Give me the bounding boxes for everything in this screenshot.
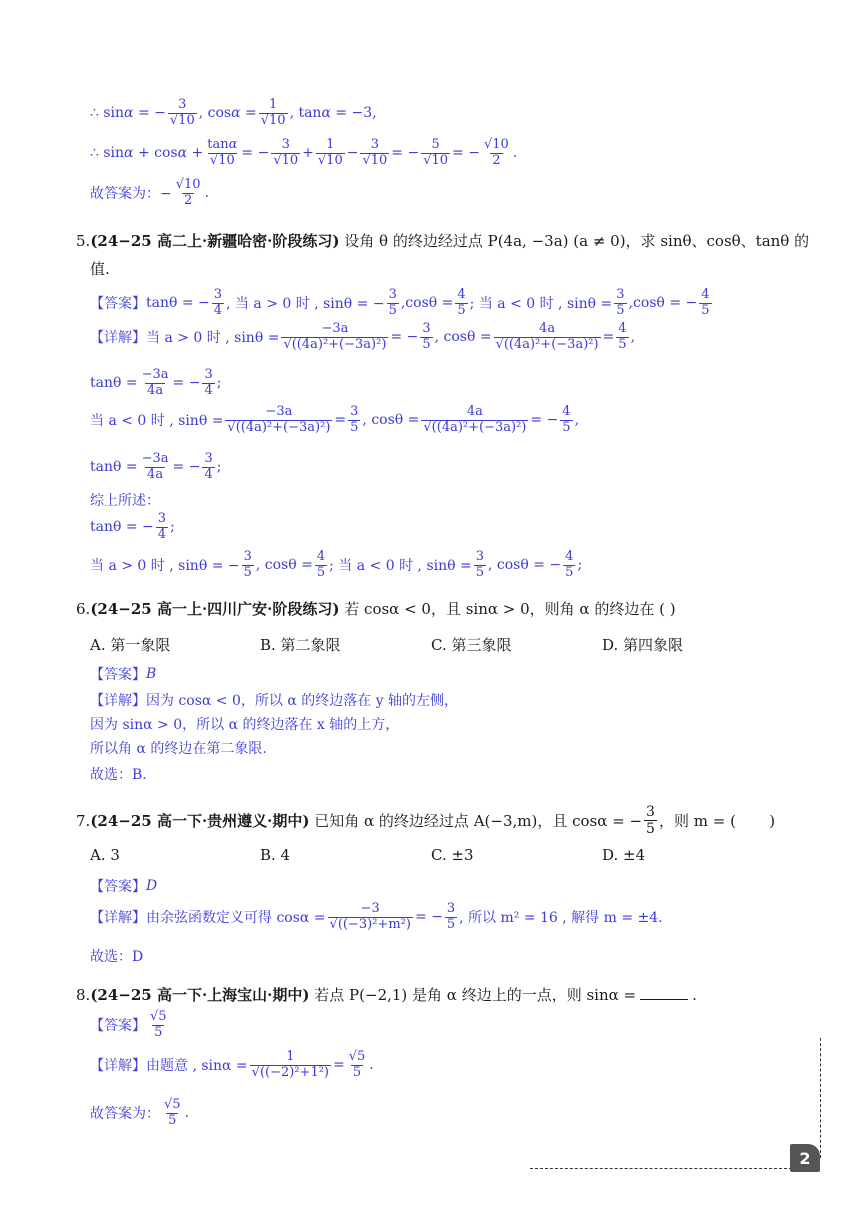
q5-detail-1: 【详解】 当 a > 0 时 , sinθ = $\frac{-3a}{\text{√((4a)²+(−3a)²)}}$ = − $\frac{3}{5}$ , cosθ = $\frac{4a}{\text{√((4a)²+(−3a)²)}}$ = $\frac{4}{5}$ , <box>90 321 636 352</box>
q5-detail-3: 当 a < 0 时 , sinθ = $\frac{-3a}{\text{√((4a)²+(−3a)²)}}$ = $\frac{3}{5}$ , cosθ = $\frac{4a}{\text{√((4a)²+(−3a)²)}}$ = − $\frac{4}{5}$ , <box>90 404 580 435</box>
page-border-vertical <box>820 1038 821 1158</box>
q5-detail-7: 当 a > 0 时 , sinθ = − $\frac{3}{5}$ , cosθ = $\frac{4}{5}$ ; 当 a < 0 时 , sinθ = $\frac{3}{5}$ , cosθ = − $\frac{4}{5}$ ; <box>90 549 583 580</box>
q8-answer: 【答案】 $\frac{√5}{5}$ <box>90 1009 167 1040</box>
q7-stem: 7. (24−25 高一下·贵州遵义·期中) 已知角 α 的终边经过点 A(−3,m)，且 cosα = − $\frac{3}{5}$ ，则 m = ( ) <box>76 804 776 838</box>
q7-option-a[interactable]: A. 3 <box>90 846 120 864</box>
q5-answer: 【答案】 tanθ = − $\frac{3}{4}$ , 当 a > 0 时 , sinθ = − $\frac{3}{5}$ ,cosθ = $\frac{4}{5}$ ; 当 a < 0 时 , sinθ = $\frac{3}{5}$ ,cosθ = − $\frac{4}{5}$ <box>90 287 710 318</box>
q7-option-d[interactable]: D. ±4 <box>602 846 646 864</box>
q5-detail-5: 综上所述： <box>90 493 160 509</box>
q8-blank[interactable] <box>640 999 688 1000</box>
q7-option-b[interactable]: B. 4 <box>260 846 291 864</box>
prev-answer: 故答案为：− $\frac{√10}{2}$ . <box>90 177 210 208</box>
q7-detail-1: 【详解】 由余弦函数定义可得 cosα = $\frac{-3}{\text{√((−3)²+m²)}}$ = − $\frac{3}{5}$ , 所以 m² = 16 , 解得 m = ±4. <box>90 901 663 932</box>
q6-detail-2: 因为 sinα > 0，所以 α 的终边落在 x 轴的上方， <box>90 717 400 733</box>
q8-detail-2: 故答案为： $\frac{√5}{5}$ . <box>90 1097 190 1128</box>
q6-option-d[interactable]: D. 第四象限 <box>602 636 684 654</box>
q5-stem-2: 值. <box>90 260 110 278</box>
page-border-horizontal <box>530 1168 792 1169</box>
q6-detail-1: 【详解】 因为 cosα < 0，所以 α 的终边落在 y 轴的左侧， <box>90 693 459 709</box>
q6-detail-3: 所以角 α 的终边在第二象限. <box>90 741 267 757</box>
q6-answer: 【答案】 B <box>90 666 157 683</box>
q6-option-c[interactable]: C. 第三象限 <box>431 636 512 654</box>
q6-option-b[interactable]: B. 第二象限 <box>260 636 341 654</box>
prev-line-2: ∴ sinα + cosα + $\frac{\tan\alpha}{√10}$ = − $\frac{3}{√10}$ + $\frac{1}{√10}$ − $\frac{3}{√10}$ = − $\frac{5}{√10}$ = − $\frac{√10}{2}$ . <box>90 137 518 168</box>
q5-stem: 5.(24−25 高二上·新疆哈密·阶段练习) 设角 θ 的终边经过点 P(4a, −3a) (a ≠ 0)，求 sinθ、cosθ、tanθ 的 <box>76 232 810 250</box>
q6-detail-4: 故选：B. <box>90 767 147 783</box>
q8-stem: 8.(24−25 高一下·上海宝山·期中) 若点 P(−2,1) 是角 α 终边上的一点，则 sinα = . <box>76 986 697 1004</box>
q6-option-a[interactable]: A. 第一象限 <box>90 636 171 654</box>
prev-line-1: ∴ sinα = − $\frac{3}{√10}$ , cosα = $\frac{1}{√10}$ , tanα = −3, <box>90 97 377 128</box>
q7-answer: 【答案】 D <box>90 878 158 895</box>
q5-detail-6: tanθ = − $\frac{3}{4}$ ; <box>90 511 175 542</box>
q5-detail-4: tanθ = $\frac{-3a}{4a}$ = − $\frac{3}{4}$ ; <box>90 451 222 482</box>
q7-option-c[interactable]: C. ±3 <box>431 846 474 864</box>
page-number: 2 <box>790 1144 820 1172</box>
q7-detail-2: 故选：D <box>90 949 144 965</box>
q8-detail-1: 【详解】 由题意 , sinα = $\frac{1}{\text{√((−2)²+1²)}}$ = $\frac{√5}{5}$ . <box>90 1049 374 1080</box>
q5-detail-2: tanθ = $\frac{-3a}{4a}$ = − $\frac{3}{4}$ ; <box>90 367 222 398</box>
q6-stem: 6.(24−25 高一上·四川广安·阶段练习) 若 cosα < 0，且 sinα > 0，则角 α 的终边在 ( ) <box>76 600 676 618</box>
